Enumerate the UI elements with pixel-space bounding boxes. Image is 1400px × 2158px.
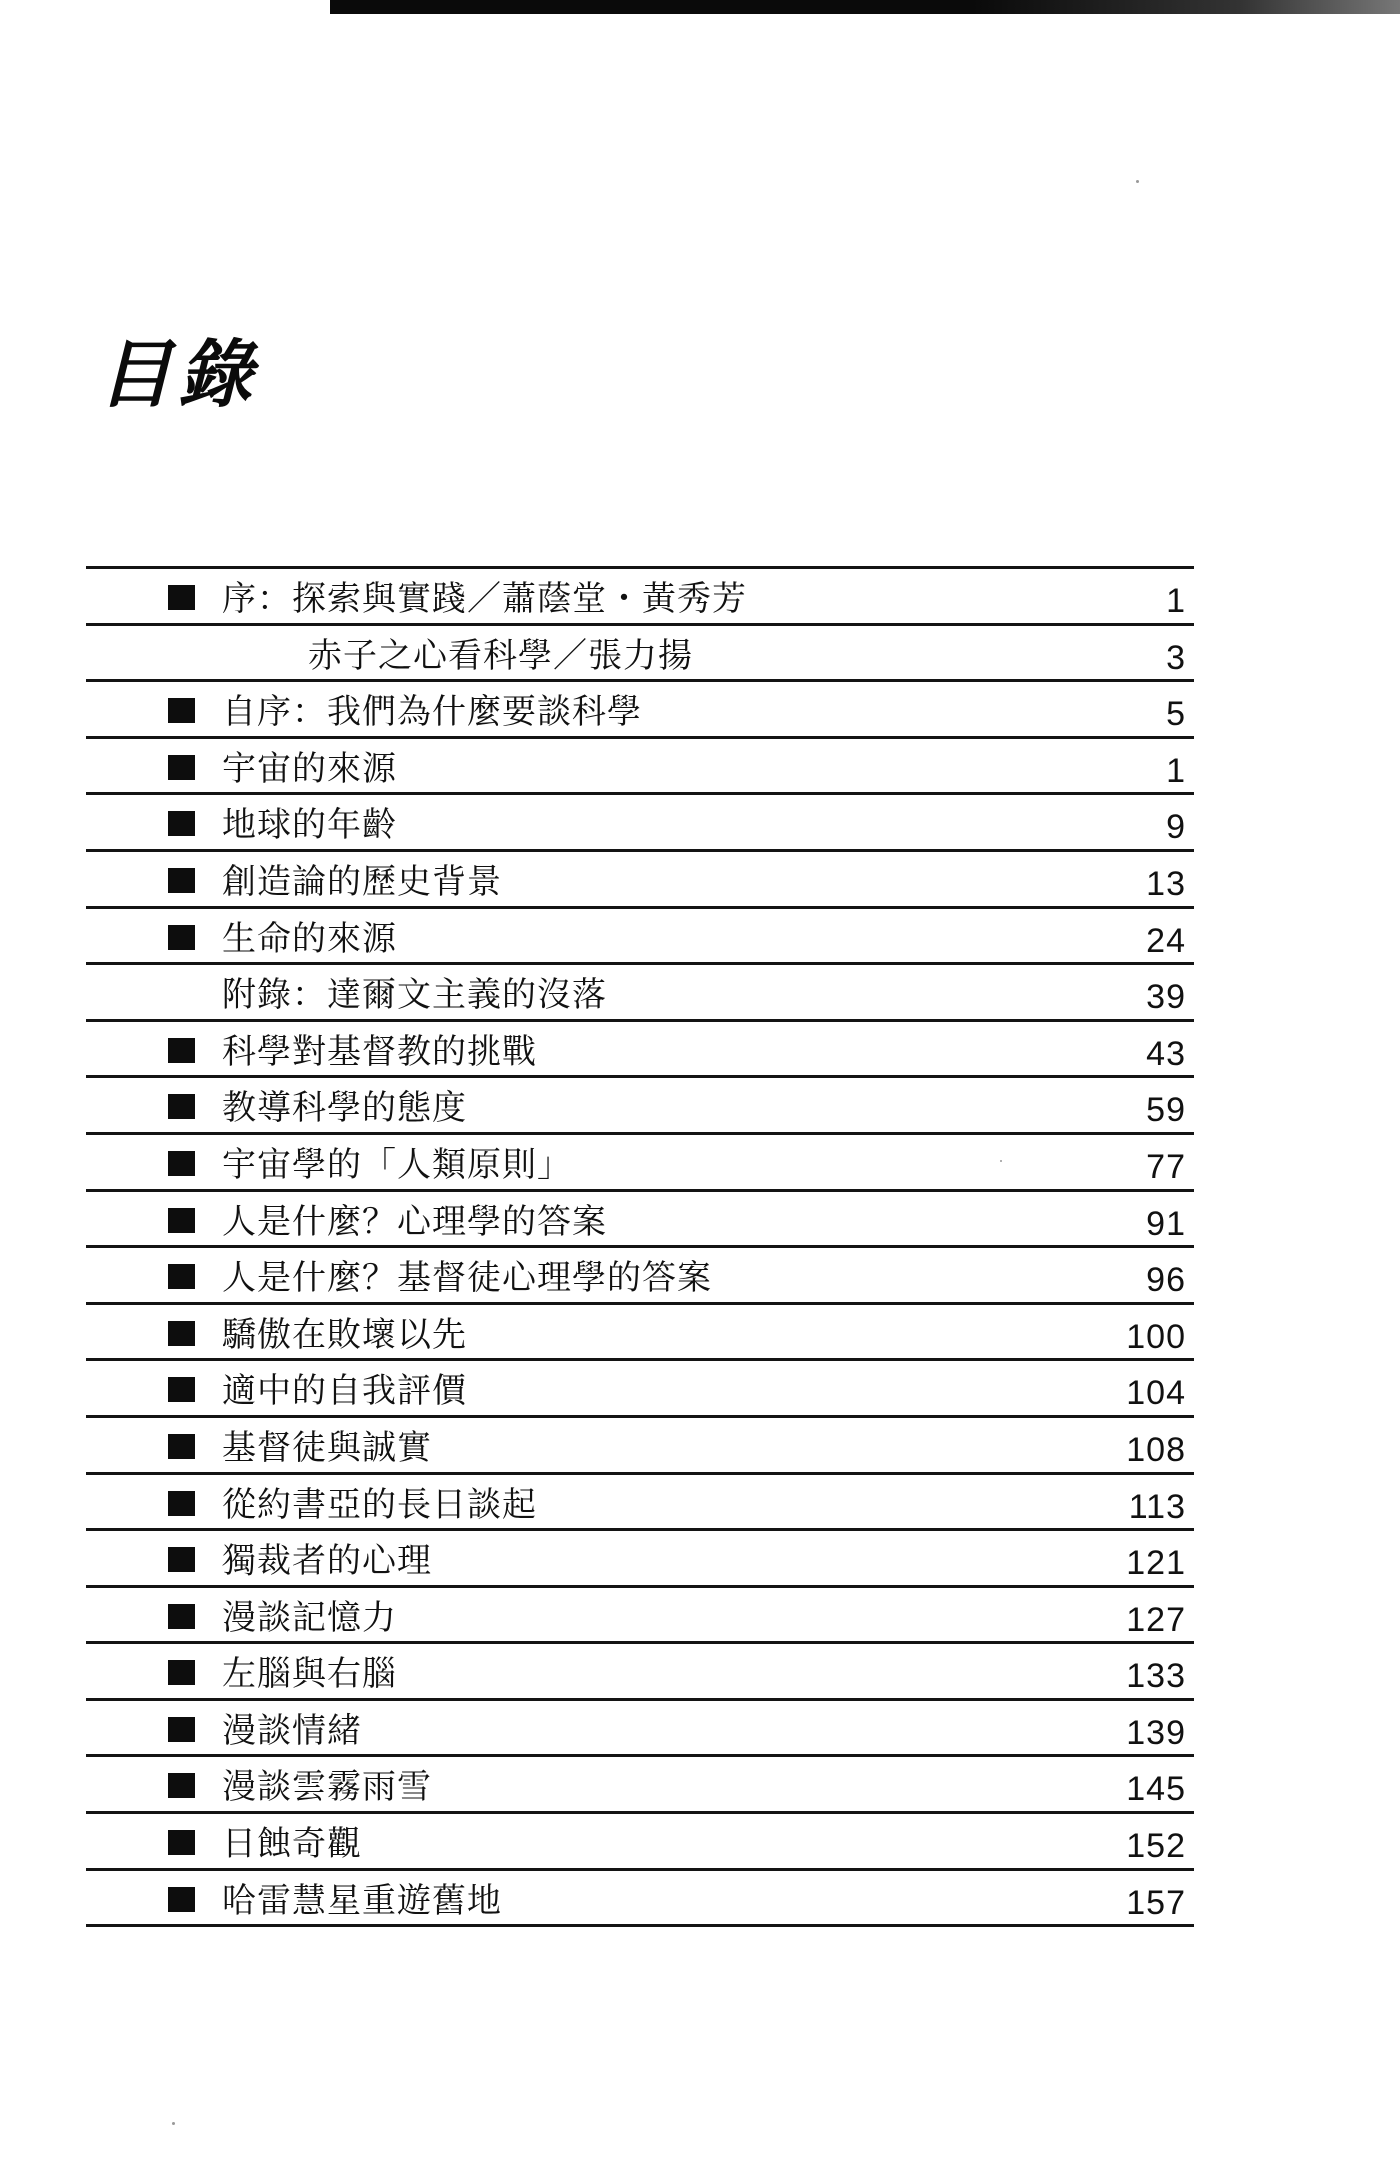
toc-entry-title: 基督徒與誠實 [222, 1427, 432, 1468]
toc-entry-page-number: 59 [1146, 1091, 1186, 1130]
toc-entry-page-number: 24 [1146, 921, 1186, 960]
square-bullet-icon [168, 698, 195, 723]
toc-entry-title: 適中的自我評價 [222, 1371, 467, 1412]
square-bullet-icon [168, 1547, 195, 1572]
toc-entry-title: 宇宙學的「人類原則」 [222, 1144, 572, 1185]
toc-entry-title: 宇宙的來源 [222, 748, 397, 789]
toc-entry-page-number: 139 [1126, 1713, 1186, 1752]
toc-row [86, 1871, 1194, 1928]
toc-row [86, 626, 1194, 683]
toc-entry-title: 左腦與右腦 [222, 1654, 397, 1695]
square-bullet-icon [168, 1830, 195, 1855]
toc-entry-page-number: 1 [1166, 582, 1186, 620]
toc-entry-title: 漫談情緒 [222, 1710, 362, 1751]
square-bullet-icon [168, 1377, 195, 1402]
toc-entry-page-number: 157 [1126, 1883, 1186, 1922]
toc-row [86, 739, 1194, 796]
square-bullet-icon [168, 1887, 195, 1912]
toc-entry-title: 赤子之心看科學／張力揚 [308, 635, 693, 676]
toc-entry-title: 創造論的歷史背景 [222, 861, 502, 902]
square-bullet-icon [168, 1264, 195, 1289]
toc-row [86, 1248, 1194, 1305]
toc-row [86, 1644, 1194, 1701]
toc-entry-title: 日蝕奇觀 [222, 1824, 362, 1865]
square-bullet-icon [168, 868, 195, 893]
toc-entry-page-number: 121 [1126, 1544, 1186, 1583]
toc-entry-page-number: 96 [1146, 1261, 1186, 1300]
toc-entry-page-number: 43 [1146, 1034, 1186, 1073]
toc-entry-title: 自序：我們為什麼要談科學 [222, 692, 642, 733]
toc-row [86, 1701, 1194, 1758]
square-bullet-icon [168, 1773, 195, 1798]
toc-entry-page-number: 13 [1146, 864, 1186, 903]
scan-speck [172, 2122, 175, 2125]
toc-row [86, 1305, 1194, 1362]
toc-entry-title: 附錄：達爾文主義的沒落 [222, 975, 607, 1016]
toc-entry-page-number: 1 [1166, 751, 1186, 790]
toc-entry-title: 人是什麼？心理學的答案 [222, 1201, 607, 1242]
toc-entry-page-number: 104 [1126, 1374, 1186, 1413]
toc-entry-page-number: 91 [1146, 1204, 1186, 1243]
toc-entry-title: 漫談雲霧雨雪 [222, 1767, 432, 1808]
toc-entry-title: 生命的來源 [222, 918, 397, 959]
toc-row [86, 1531, 1194, 1588]
toc-entry-title: 教導科學的態度 [222, 1088, 467, 1129]
toc-entry-title: 序：探索與實踐／蕭蔭堂・黃秀芳 [222, 579, 747, 619]
toc-entry-title: 從約書亞的長日談起 [222, 1484, 537, 1525]
square-bullet-icon [168, 1434, 195, 1459]
toc-row [86, 852, 1194, 909]
square-bullet-icon [168, 1208, 195, 1233]
toc-entry-page-number: 3 [1166, 638, 1186, 677]
toc-entry-page-number: 145 [1126, 1770, 1186, 1809]
toc-row [86, 1588, 1194, 1645]
toc-row [86, 1192, 1194, 1249]
toc-entry-title: 科學對基督教的挑戰 [222, 1031, 537, 1072]
square-bullet-icon [168, 1321, 195, 1346]
toc-entry-page-number: 77 [1146, 1147, 1186, 1186]
toc-entry-page-number: 9 [1166, 808, 1186, 847]
square-bullet-icon [168, 755, 195, 780]
toc-entry-title: 地球的年齡 [222, 805, 397, 846]
square-bullet-icon [168, 1604, 195, 1629]
toc-row [86, 1418, 1194, 1475]
page-title: 目錄 [98, 332, 258, 418]
square-bullet-icon [168, 1491, 195, 1516]
toc-row [86, 1022, 1194, 1079]
toc-entry-page-number: 133 [1126, 1657, 1186, 1696]
toc-row [86, 569, 1194, 626]
square-bullet-icon [168, 585, 195, 610]
toc-entry-title: 獨裁者的心理 [222, 1541, 432, 1582]
toc-entry-page-number: 152 [1126, 1827, 1186, 1866]
square-bullet-icon [168, 1094, 195, 1119]
toc-entry-title: 人是什麼？基督徒心理學的答案 [222, 1258, 712, 1299]
square-bullet-icon [168, 1038, 195, 1063]
toc-entry-page-number: 113 [1128, 1487, 1186, 1526]
toc-row [86, 1135, 1194, 1192]
square-bullet-icon [168, 1717, 195, 1742]
toc-row [86, 1757, 1194, 1814]
toc-row [86, 682, 1194, 739]
toc-row [86, 1078, 1194, 1135]
toc-entry-title: 哈雷慧星重遊舊地 [222, 1880, 502, 1921]
square-bullet-icon [168, 811, 195, 836]
toc-entry-page-number: 127 [1126, 1600, 1186, 1639]
toc-row [86, 795, 1194, 852]
toc-row [86, 909, 1194, 966]
toc-row [86, 1475, 1194, 1532]
toc-entry-page-number: 5 [1166, 695, 1186, 734]
toc-row [86, 1361, 1194, 1418]
scan-speck [1136, 180, 1139, 183]
scan-speck [1000, 1160, 1002, 1162]
square-bullet-icon [168, 1660, 195, 1685]
toc-entry-title: 驕傲在敗壞以先 [222, 1314, 467, 1355]
toc-row [86, 965, 1194, 1022]
toc-entry-page-number: 39 [1146, 978, 1186, 1017]
table-of-contents [86, 566, 1194, 1927]
toc-entry-title: 漫談記憶力 [222, 1597, 397, 1638]
toc-entry-page-number: 100 [1126, 1317, 1186, 1356]
toc-entry-page-number: 108 [1126, 1430, 1186, 1469]
scan-top-edge [330, 0, 1400, 14]
toc-row [86, 1814, 1194, 1871]
square-bullet-icon [168, 925, 195, 950]
toc-rows [86, 569, 1194, 1927]
square-bullet-icon [168, 1151, 195, 1176]
